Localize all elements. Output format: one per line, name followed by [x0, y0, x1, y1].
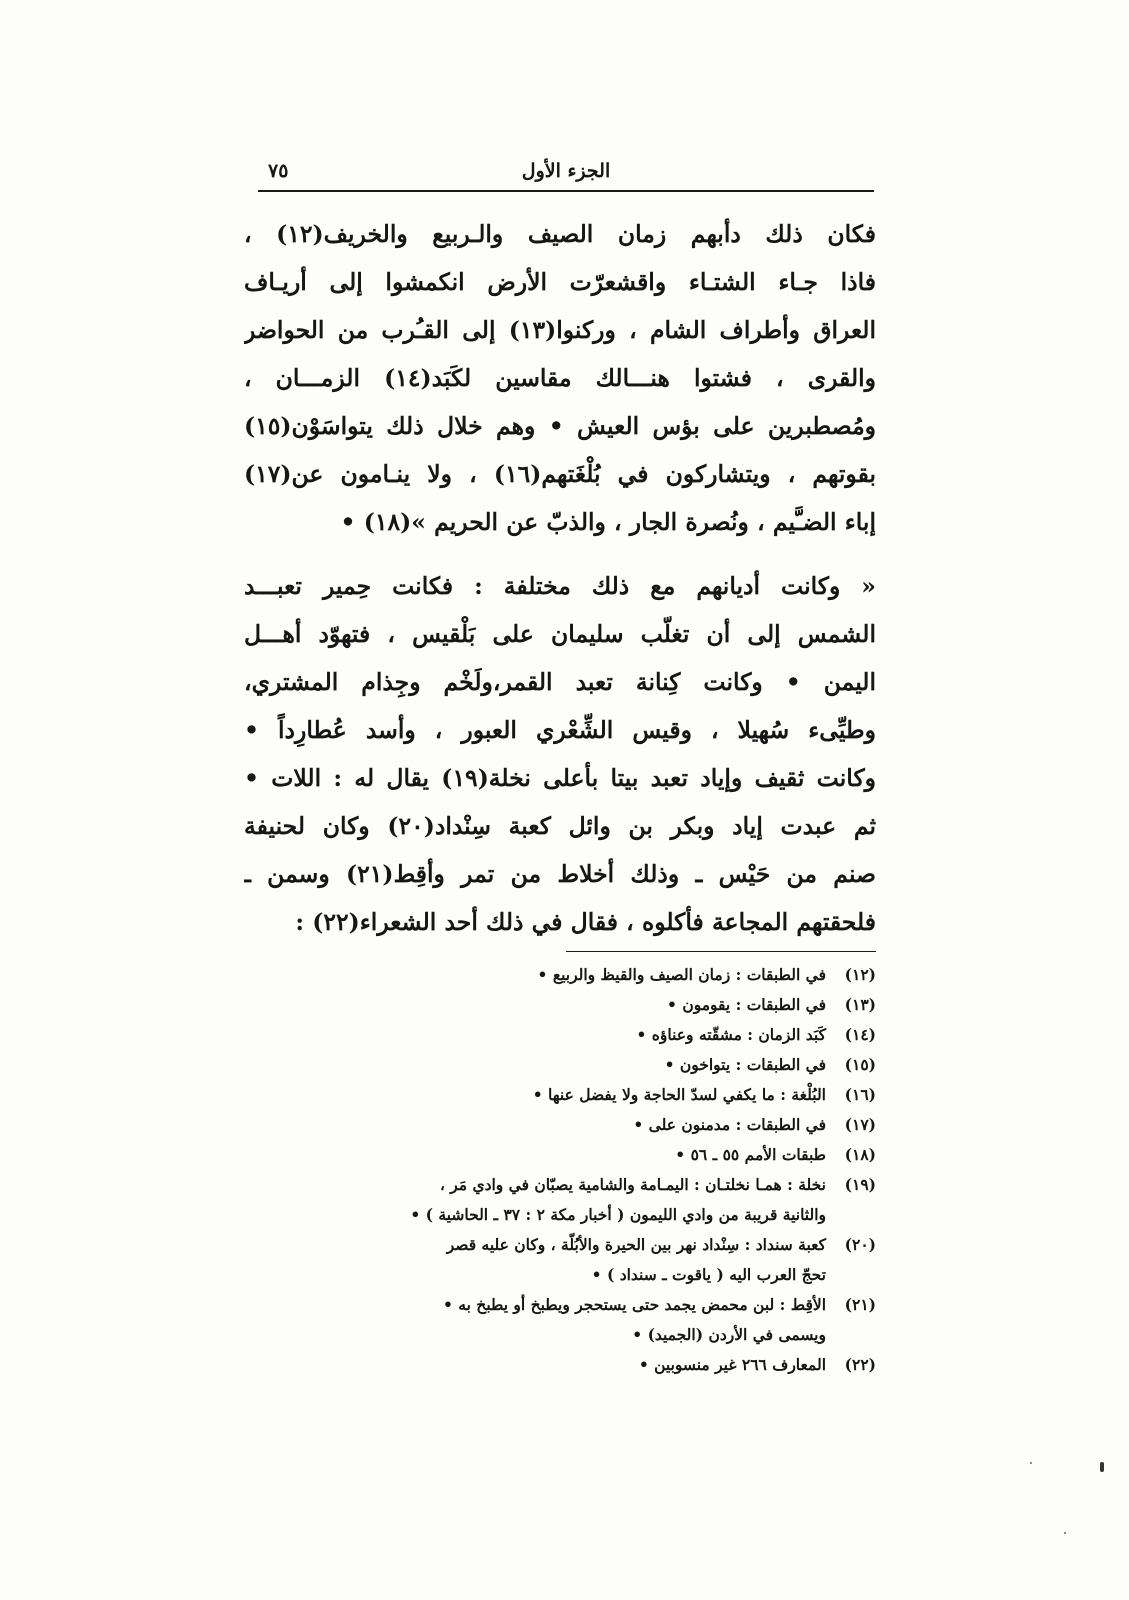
footnote — [246, 1230, 876, 1260]
running-title: الجزء الأول — [521, 160, 611, 182]
body-line: ثم عبدت إياد وبكر بن وائل كعبة سِنْداد(٢٠) وكان لحنيفة — [244, 812, 876, 840]
scan-mark — [1100, 1462, 1104, 1472]
footnote — [246, 1170, 876, 1200]
footnote — [246, 960, 876, 990]
footnote-text: في الطبقات : يتواخون • — [664, 1055, 826, 1074]
body-line: صنم من حَيْس ـ وذلك أخلاط من تمر وأقِط(٢١) وسمن ـ — [244, 860, 876, 888]
scan-speck — [1064, 1532, 1066, 1534]
footnote-text: في الطبقات : زمان الصيف والقيظ والربيع • — [537, 965, 826, 984]
footnote-number: (٢٢) — [844, 1355, 876, 1374]
footnote — [246, 1290, 876, 1320]
footnote-number: (٢١) — [844, 1295, 876, 1314]
paragraph-1 — [244, 210, 876, 546]
scan-speck — [1030, 1462, 1032, 1464]
footnote-number: (١٢) — [844, 965, 876, 984]
footnote-number: (٢٠) — [844, 1235, 876, 1254]
footnote-number: (١٨) — [844, 1145, 876, 1164]
running-header — [258, 160, 874, 192]
footnote — [246, 1140, 876, 1170]
footnote-number: (١٦) — [844, 1085, 876, 1104]
footnote-text: طبقات الأمم ٥٥ ـ ٥٦ • — [675, 1145, 826, 1164]
footnote-continuation: ويسمى في الأردن (الجميد) • — [632, 1325, 826, 1344]
body-line: فاذا جـاء الشتـاء واقشعرّت الأرض انكمشوا إلى أريـاف — [244, 268, 876, 296]
body-line: العراق وأطراف الشام ، وركنوا(١٣) إلى القـُرب من الحواضر — [244, 316, 876, 344]
footnote — [246, 1110, 876, 1140]
footnote-text: كَبَد الزمان : مشقّته وعناؤه • — [636, 1025, 826, 1044]
body-line: الشمس إلى أن تغلّب سليمان على بَلْقيس ، فتهوّد أهـــل — [244, 620, 876, 648]
footnotes — [246, 960, 876, 1380]
footnote — [246, 990, 876, 1020]
footnote — [246, 1080, 876, 1110]
footnote-continuation: تحجّ العرب اليه ( ياقوت ـ سنداد ) • — [591, 1265, 826, 1284]
body-line: وطيِّىء سُهيلا ، وقيس الشِّعْري العبور ، وأسد عُطارِداً • — [244, 716, 876, 744]
footnote-number: (١٩) — [844, 1175, 876, 1194]
body-line: والقرى ، فشتوا هنـــالك مقاسين لكَبَد(١٤) الزمـــان ، — [244, 364, 876, 392]
paragraph-2 — [244, 562, 876, 946]
body-line: بقوتهم ، ويتشاركون في بُلْغَتهم(١٦) ، ولا ينـامون عن(١٧) — [244, 460, 876, 488]
footnote-text: في الطبقات : مدمنون على • — [633, 1115, 826, 1134]
footnote-text: نخلة : همـا نخلتـان : اليمـامة والشامية يصبّان في وادي مَر ، — [439, 1175, 826, 1194]
body-line: « وكانت أديانهم مع ذلك مختلفة : فكانت حِمير تعبـــد — [244, 572, 876, 600]
body-line: اليمن • وكانت كِنانة تعبد القمر،ولَخْم وجِذام المشتري، — [244, 668, 876, 696]
footnote-number: (١٤) — [844, 1025, 876, 1044]
footnote-text: البُلْغة : ما يكفي لسدّ الحاجة ولا يفضل عنها • — [532, 1085, 826, 1104]
page-number: ٧٥ — [268, 160, 289, 182]
footnote-number: (١٣) — [844, 995, 876, 1014]
footnote-text: في الطبقات : يقومون • — [667, 995, 826, 1014]
footnote — [246, 1350, 876, 1380]
footnote-text: كعبة سنداد : سِنْداد نهر بين الحيرة والأبُلّة ، وكان عليه قصر — [446, 1235, 826, 1254]
footnote-separator — [566, 951, 876, 952]
footnote-number: (١٧) — [844, 1115, 876, 1134]
footnote — [246, 1020, 876, 1050]
footnote-text: الأقِط : لبن محمض يجمد حتى يستحجر ويطبخ أو يطبخ به • — [442, 1295, 826, 1314]
body-line: فكان ذلك دأبهم زمان الصيف والـربيع والخريف(١٢) ، — [244, 220, 876, 248]
footnote — [246, 1050, 876, 1080]
body-line: فلحقتهم المجاعة فأكلوه ، فقال في ذلك أحد الشعراء(٢٢) : — [295, 908, 876, 936]
body-line: وكانت ثقيف وإياد تعبد بيتا بأعلى نخلة(١٩) يقال له : اللات • — [244, 764, 876, 792]
footnote-number: (١٥) — [844, 1055, 876, 1074]
body-line: إباء الضـَّيم ، ونُصرة الجار ، والذبّ عن الحريم »(١٨) • — [340, 508, 876, 536]
footnote-continuation: والثانية قريبة من وادي الليمون ( أخبار مكة ٢ : ٣٧ ـ الحاشية ) • — [410, 1205, 826, 1224]
footnote-text: المعارف ٢٦٦ غير منسوبين • — [638, 1355, 826, 1374]
body-line: ومُصطبرين على بؤس العيش • وهم خلال ذلك يتواسَوْن(١٥) — [244, 412, 876, 440]
